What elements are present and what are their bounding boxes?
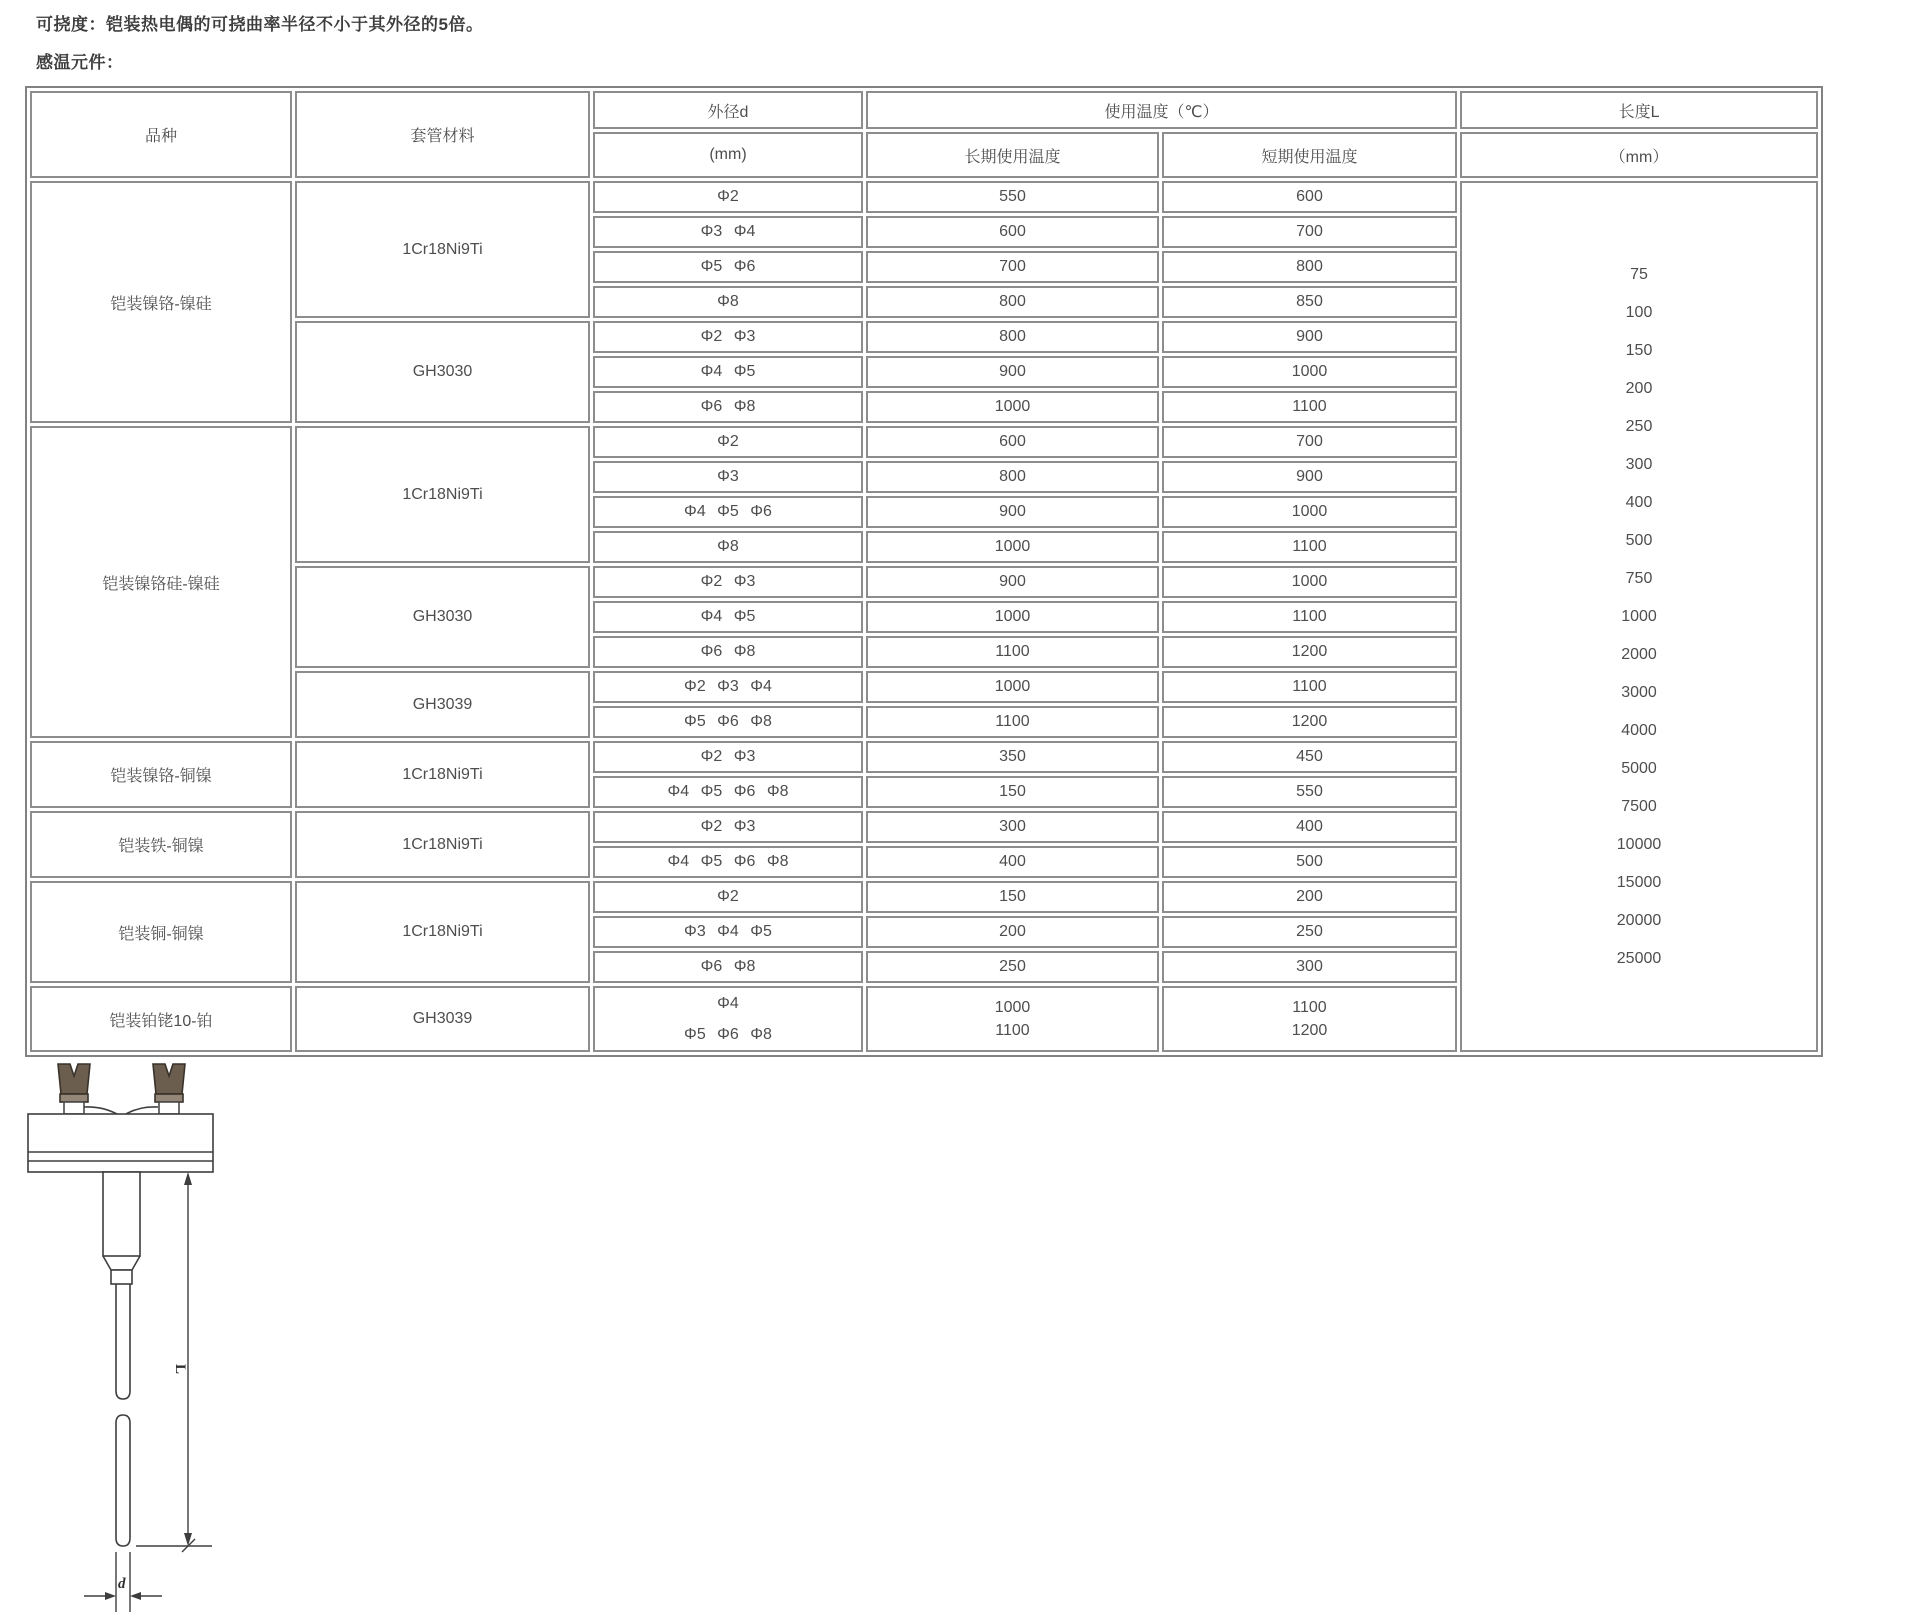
length-value: 5000	[1621, 759, 1657, 777]
cell-long-term-temp: 550	[866, 181, 1159, 213]
cell-variety: 铠装铜-铜镍	[30, 881, 292, 983]
spec-table-header	[30, 91, 1818, 178]
cell-short-term-temp: 600	[1162, 181, 1457, 213]
cell-long-term-temp: 1000	[866, 391, 1159, 423]
cell-short-term-temp: 1000	[1162, 356, 1457, 388]
connection-head	[28, 1114, 213, 1172]
cell-short-term-temp: 300	[1162, 951, 1457, 983]
cell-long-term-temp: 400	[866, 846, 1159, 878]
cell-diameter: Φ3	[593, 461, 863, 493]
cell-short-term-temp: 500	[1162, 846, 1457, 878]
cell-long-term-temp: 1000	[866, 601, 1159, 633]
cell-diameter: Φ4 Φ5 Φ6 Φ8	[593, 846, 863, 878]
note-flexibility: 可挠度：铠装热电偶的可挠曲率半径不小于其外径的5倍。	[36, 15, 484, 34]
cell-short-term-temp: 1100	[1162, 671, 1457, 703]
length-value: 100	[1625, 303, 1653, 321]
cell-long-term-temp: 900	[866, 496, 1159, 528]
header-row-1	[30, 91, 1818, 129]
length-value: 300	[1625, 455, 1653, 473]
cell-variety: 铠装镍铬硅-镍硅	[30, 426, 292, 738]
cell-diameter: Φ6 Φ8	[593, 636, 863, 668]
cell-diameter: Φ2	[593, 426, 863, 458]
diameter-dimension-label: d	[118, 1576, 126, 1592]
cell-line: 1200	[1291, 1022, 1328, 1039]
cell-short-term-temp: 1100	[1162, 601, 1457, 633]
cell-diameter: Φ2 Φ3	[593, 321, 863, 353]
cell-diameter: Φ2 Φ3 Φ4	[593, 671, 863, 703]
cell-diameter: Φ6 Φ8	[593, 391, 863, 423]
cell-diameter: Φ8	[593, 531, 863, 563]
cell-variety: 铠装镍铬-镍硅	[30, 181, 292, 423]
cell-short-term-temp: 1100	[1162, 391, 1457, 423]
cell-diameter	[593, 986, 863, 1052]
cell-short-term-temp: 1100	[1162, 531, 1457, 563]
spec-table	[25, 86, 1823, 1057]
cell-short-term-temp: 200	[1162, 881, 1457, 913]
probe-sheath	[103, 1172, 140, 1546]
cell-short-term-temp: 1200	[1162, 706, 1457, 738]
length-dimension-label: L	[172, 1364, 188, 1375]
cell-long-term-temp: 1100	[866, 636, 1159, 668]
header-outer-diameter: 外径d	[593, 91, 863, 129]
cell-long-term-temp: 800	[866, 321, 1159, 353]
length-value: 750	[1625, 569, 1653, 587]
length-value: 150	[1625, 341, 1653, 359]
cell-long-term-temp: 350	[866, 741, 1159, 773]
cell-short-term-temp: 550	[1162, 776, 1457, 808]
cell-diameter: Φ5 Φ6 Φ8	[593, 706, 863, 738]
cell-material: GH3039	[295, 671, 590, 738]
cell-short-term-temp: 450	[1162, 741, 1457, 773]
header-length: 长度L	[1460, 91, 1818, 129]
cell-variety: 铠装铂铑10-铂	[30, 986, 292, 1052]
spec-table-body	[30, 181, 1818, 1052]
cell-short-term-temp: 1200	[1162, 636, 1457, 668]
cell-line: 1100	[995, 1022, 1030, 1039]
table-row	[30, 181, 1818, 213]
cell-long-term-temp: 1100	[866, 706, 1159, 738]
length-value: 3000	[1621, 683, 1657, 701]
cell-long-term-temp: 700	[866, 251, 1159, 283]
cell-short-term-temp: 900	[1162, 321, 1457, 353]
cell-long-term-temp: 900	[866, 566, 1159, 598]
header-length-unit: （mm）	[1460, 132, 1818, 178]
cell-line: 1000	[994, 999, 1031, 1016]
header-long-term: 长期使用温度	[866, 132, 1159, 178]
length-value: 15000	[1616, 873, 1662, 891]
length-value: 4000	[1621, 721, 1657, 739]
length-value: 200	[1625, 379, 1653, 397]
length-value: 25000	[1616, 949, 1662, 967]
cell-short-term-temp	[1162, 986, 1457, 1052]
cell-long-term-temp: 150	[866, 881, 1159, 913]
lead-wire-right	[126, 1107, 158, 1114]
cell-variety: 铠装铁-铜镍	[30, 811, 292, 878]
length-value: 2000	[1621, 645, 1657, 663]
cell-material: GH3030	[295, 321, 590, 423]
cell-diameter: Φ4 Φ5	[593, 356, 863, 388]
cell-short-term-temp: 800	[1162, 251, 1457, 283]
header-sheath-material: 套管材料	[295, 91, 590, 178]
cell-diameter: Φ6 Φ8	[593, 951, 863, 983]
header-short-term: 短期使用温度	[1162, 132, 1457, 178]
length-value: 10000	[1616, 835, 1662, 853]
cell-short-term-temp: 400	[1162, 811, 1457, 843]
cell-material: GH3030	[295, 566, 590, 668]
length-value: 75	[1630, 265, 1648, 283]
cell-material: 1Cr18Ni9Ti	[295, 741, 590, 808]
cell-diameter: Φ2 Φ3	[593, 811, 863, 843]
cell-short-term-temp: 250	[1162, 916, 1457, 948]
length-value: 1000	[1621, 607, 1657, 625]
cell-diameter: Φ4 Φ5 Φ6	[593, 496, 863, 528]
cell-material: 1Cr18Ni9Ti	[295, 881, 590, 983]
cell-diameter: Φ2	[593, 881, 863, 913]
lead-wire-left	[84, 1107, 117, 1114]
cell-short-term-temp: 850	[1162, 286, 1457, 318]
cell-length-list	[1460, 181, 1818, 1052]
cell-line: Φ4	[717, 995, 739, 1012]
cell-short-term-temp: 700	[1162, 426, 1457, 458]
cell-long-term-temp: 300	[866, 811, 1159, 843]
length-value: 7500	[1621, 797, 1657, 815]
thermocouple-diagram	[0, 1055, 260, 1621]
header-usage-temp: 使用温度（℃）	[866, 91, 1457, 129]
header-outer-diameter-unit: (mm)	[593, 132, 863, 178]
cell-short-term-temp: 1000	[1162, 566, 1457, 598]
cell-diameter: Φ2 Φ3	[593, 741, 863, 773]
cell-long-term-temp: 250	[866, 951, 1159, 983]
cell-material: 1Cr18Ni9Ti	[295, 811, 590, 878]
cell-long-term-temp: 600	[866, 426, 1159, 458]
cell-long-term-temp: 800	[866, 286, 1159, 318]
cell-long-term-temp: 1000	[866, 671, 1159, 703]
cell-long-term-temp: 900	[866, 356, 1159, 388]
cell-diameter: Φ4 Φ5 Φ6 Φ8	[593, 776, 863, 808]
cell-diameter: Φ3 Φ4	[593, 216, 863, 248]
cell-diameter: Φ3 Φ4 Φ5	[593, 916, 863, 948]
length-value: 500	[1625, 531, 1653, 549]
cell-line: 1100	[1292, 999, 1327, 1016]
length-dimension	[136, 1172, 212, 1552]
length-value: 20000	[1616, 911, 1662, 929]
cell-diameter: Φ4 Φ5	[593, 601, 863, 633]
cell-long-term-temp: 600	[866, 216, 1159, 248]
cell-diameter: Φ8	[593, 286, 863, 318]
cell-short-term-temp: 1000	[1162, 496, 1457, 528]
cell-material: 1Cr18Ni9Ti	[295, 426, 590, 563]
header-variety: 品种	[30, 91, 292, 178]
cell-short-term-temp: 700	[1162, 216, 1457, 248]
cell-long-term-temp: 150	[866, 776, 1159, 808]
cell-diameter: Φ5 Φ6	[593, 251, 863, 283]
cell-variety: 铠装镍铬-铜镍	[30, 741, 292, 808]
cell-long-term-temp: 1000	[866, 531, 1159, 563]
cell-long-term-temp	[866, 986, 1159, 1052]
cell-diameter: Φ2 Φ3	[593, 566, 863, 598]
length-value: 400	[1625, 493, 1653, 511]
cell-material: 1Cr18Ni9Ti	[295, 181, 590, 318]
cell-long-term-temp: 800	[866, 461, 1159, 493]
note-sensing-element: 感温元件：	[36, 53, 124, 72]
cell-line: Φ5 Φ6 Φ8	[684, 1026, 772, 1043]
cell-material: GH3039	[295, 986, 590, 1052]
cell-diameter: Φ2	[593, 181, 863, 213]
cell-short-term-temp: 900	[1162, 461, 1457, 493]
length-value: 250	[1625, 417, 1653, 435]
cell-long-term-temp: 200	[866, 916, 1159, 948]
